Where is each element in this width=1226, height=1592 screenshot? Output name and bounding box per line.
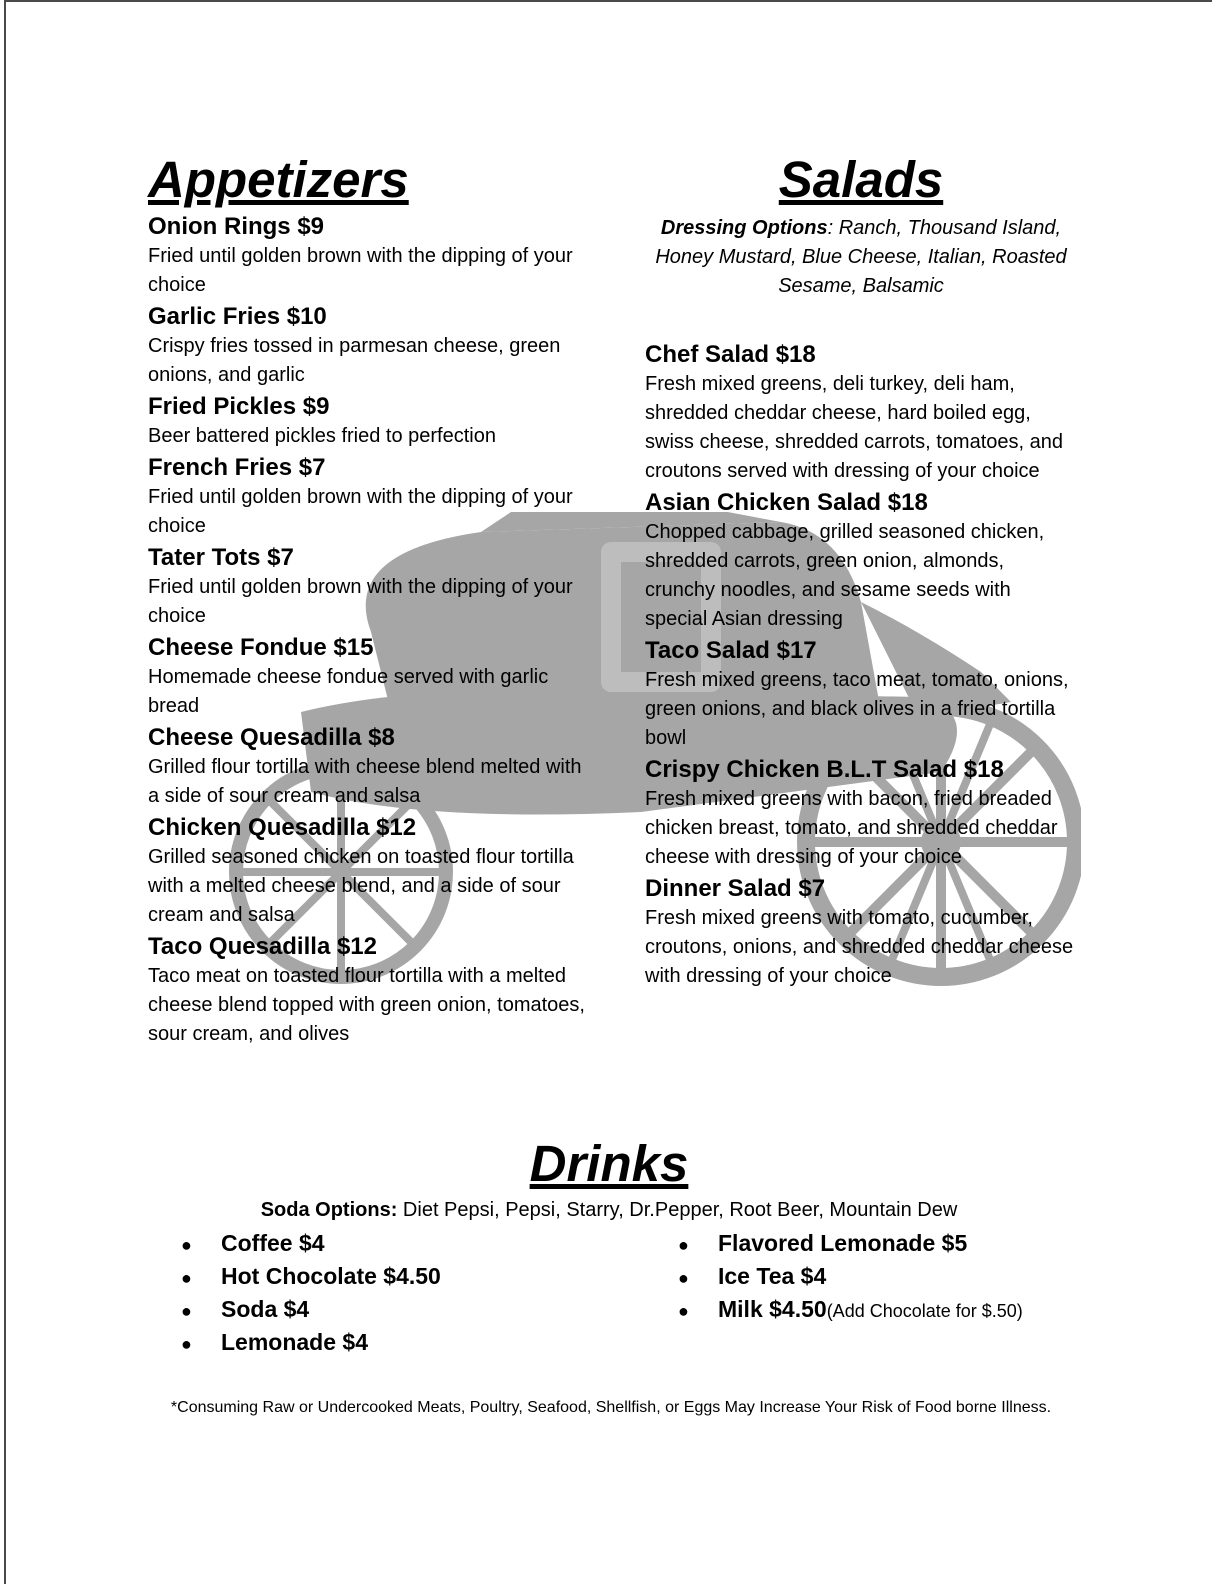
item-description: Fresh mixed greens, taco meat, tomato, onions, green onions, and black olives in a fried tortilla bowl <box>645 669 1069 749</box>
dressing-options <box>645 214 1077 301</box>
item-name: Crispy Chicken B.L.T Salad $18 <box>645 756 1004 783</box>
item-name: Cheese Fondue $15 <box>148 634 374 661</box>
bullet-icon: ● <box>181 1301 192 1321</box>
menu-item <box>148 212 588 300</box>
dressing-options-text: : Ranch, Thousand Island, Honey Mustard, Blue Cheese, Italian, Roasted Sesame, Balsamic <box>655 217 1067 297</box>
item-description: Beer battered pickles fried to perfection <box>148 425 496 447</box>
drinks-title: Drinks <box>529 1135 689 1192</box>
drinks-section <box>6 1134 1212 1355</box>
drink-name: Flavored Lemonade $5 <box>718 1230 968 1256</box>
list-item <box>678 1294 1023 1327</box>
item-name: French Fries $7 <box>148 454 326 481</box>
item-description: Grilled flour tortilla with cheese blend melted with a side of sour cream and salsa <box>148 756 582 807</box>
soda-options-label: Soda Options: <box>260 1199 398 1221</box>
menu-item <box>645 340 1077 486</box>
menu-item <box>148 302 588 390</box>
list-item <box>678 1228 1023 1261</box>
bullet-icon: ● <box>678 1235 689 1255</box>
item-name: Taco Quesadilla $12 <box>148 933 377 960</box>
drinks-list-right <box>678 1228 1023 1327</box>
item-description: Fresh mixed greens with bacon, fried breaded chicken breast, tomato, and shredded cheddar cheese with dressing of your choice <box>645 788 1058 868</box>
soda-options-text: Diet Pepsi, Pepsi, Starry, Dr.Pepper, Root Beer, Mountain Dew <box>397 1199 958 1221</box>
menu-item <box>148 633 588 721</box>
menu-item <box>148 453 588 541</box>
drink-name: Soda $4 <box>221 1296 310 1322</box>
item-description: Fried until golden brown with the dipping of your choice <box>148 245 573 296</box>
item-description: Crispy fries tossed in parmesan cheese, green onions, and garlic <box>148 335 561 386</box>
item-name: Fried Pickles $9 <box>148 393 330 420</box>
item-name: Chicken Quesadilla $12 <box>148 814 417 841</box>
salads-section <box>645 150 1077 991</box>
salads-title: Salads <box>778 151 944 208</box>
drink-name: Ice Tea $4 <box>718 1263 827 1289</box>
appetizers-section <box>148 150 588 1049</box>
drink-note: (Add Chocolate for $.50) <box>826 1301 1023 1321</box>
menu-item <box>148 723 588 811</box>
drink-name: Coffee $4 <box>221 1230 325 1256</box>
list-item <box>181 1327 441 1360</box>
drink-name: Lemonade $4 <box>221 1329 368 1355</box>
item-description: Fresh mixed greens with tomato, cucumber, croutons, onions, and shredded cheddar cheese with dressing of your choice <box>645 907 1074 987</box>
menu-item <box>148 543 588 631</box>
list-item <box>181 1261 441 1294</box>
bullet-icon: ● <box>678 1268 689 1288</box>
drink-name: Milk $4.50 <box>718 1296 827 1322</box>
drinks-list-left <box>181 1228 441 1360</box>
menu-item <box>645 488 1077 634</box>
menu-item <box>645 874 1077 991</box>
appetizers-list <box>148 212 588 1049</box>
item-name: Chef Salad $18 <box>645 341 816 368</box>
list-item <box>678 1261 1023 1294</box>
list-item <box>181 1294 441 1327</box>
food-safety-disclaimer: *Consuming Raw or Undercooked Meats, Poultry, Seafood, Shellfish, or Eggs May Increase Your Risk of Food borne Illness. <box>170 1399 1052 1416</box>
bullet-icon: ● <box>678 1301 689 1321</box>
item-name: Onion Rings $9 <box>148 213 325 240</box>
item-description: Fresh mixed greens, deli turkey, deli ham, shredded cheddar cheese, hard boiled egg, swiss cheese, shredded carrots, tomatoes, and croutons served with dressing of your choice <box>645 373 1063 482</box>
bullet-icon: ● <box>181 1334 192 1354</box>
appetizers-title: Appetizers <box>148 151 409 208</box>
menu-item <box>148 392 588 451</box>
menu-item <box>148 932 588 1049</box>
drink-name: Hot Chocolate $4.50 <box>221 1263 441 1289</box>
item-name: Garlic Fries $10 <box>148 303 327 330</box>
item-description: Chopped cabbage, grilled seasoned chicken, shredded carrots, green onion, almonds, crunchy noodles, and sesame seeds with special Asian dressing <box>645 521 1045 630</box>
item-description: Taco meat on toasted flour tortilla with a melted cheese blend topped with green onion, tomatoes, sour cream, and olives <box>148 965 585 1045</box>
list-item <box>181 1228 441 1261</box>
item-name: Taco Salad $17 <box>645 637 817 664</box>
item-description: Grilled seasoned chicken on toasted flour tortilla with a melted cheese blend, and a side of sour cream and salsa <box>148 846 574 926</box>
item-description: Homemade cheese fondue served with garlic bread <box>148 666 549 717</box>
item-description: Fried until golden brown with the dipping of your choice <box>148 486 573 537</box>
item-description: Fried until golden brown with the dipping of your choice <box>148 576 573 627</box>
item-name: Tater Tots $7 <box>148 544 294 571</box>
menu-item <box>148 813 588 930</box>
bullet-icon: ● <box>181 1235 192 1255</box>
dressing-options-label: Dressing Options <box>660 217 828 239</box>
menu-page <box>4 0 1212 1584</box>
menu-item <box>645 636 1077 753</box>
salads-list <box>645 340 1077 991</box>
item-name: Cheese Quesadilla $8 <box>148 724 395 751</box>
item-name: Dinner Salad $7 <box>645 875 826 902</box>
menu-item <box>645 755 1077 872</box>
bullet-icon: ● <box>181 1268 192 1288</box>
soda-options <box>6 1196 1212 1224</box>
item-name: Asian Chicken Salad $18 <box>645 489 928 516</box>
